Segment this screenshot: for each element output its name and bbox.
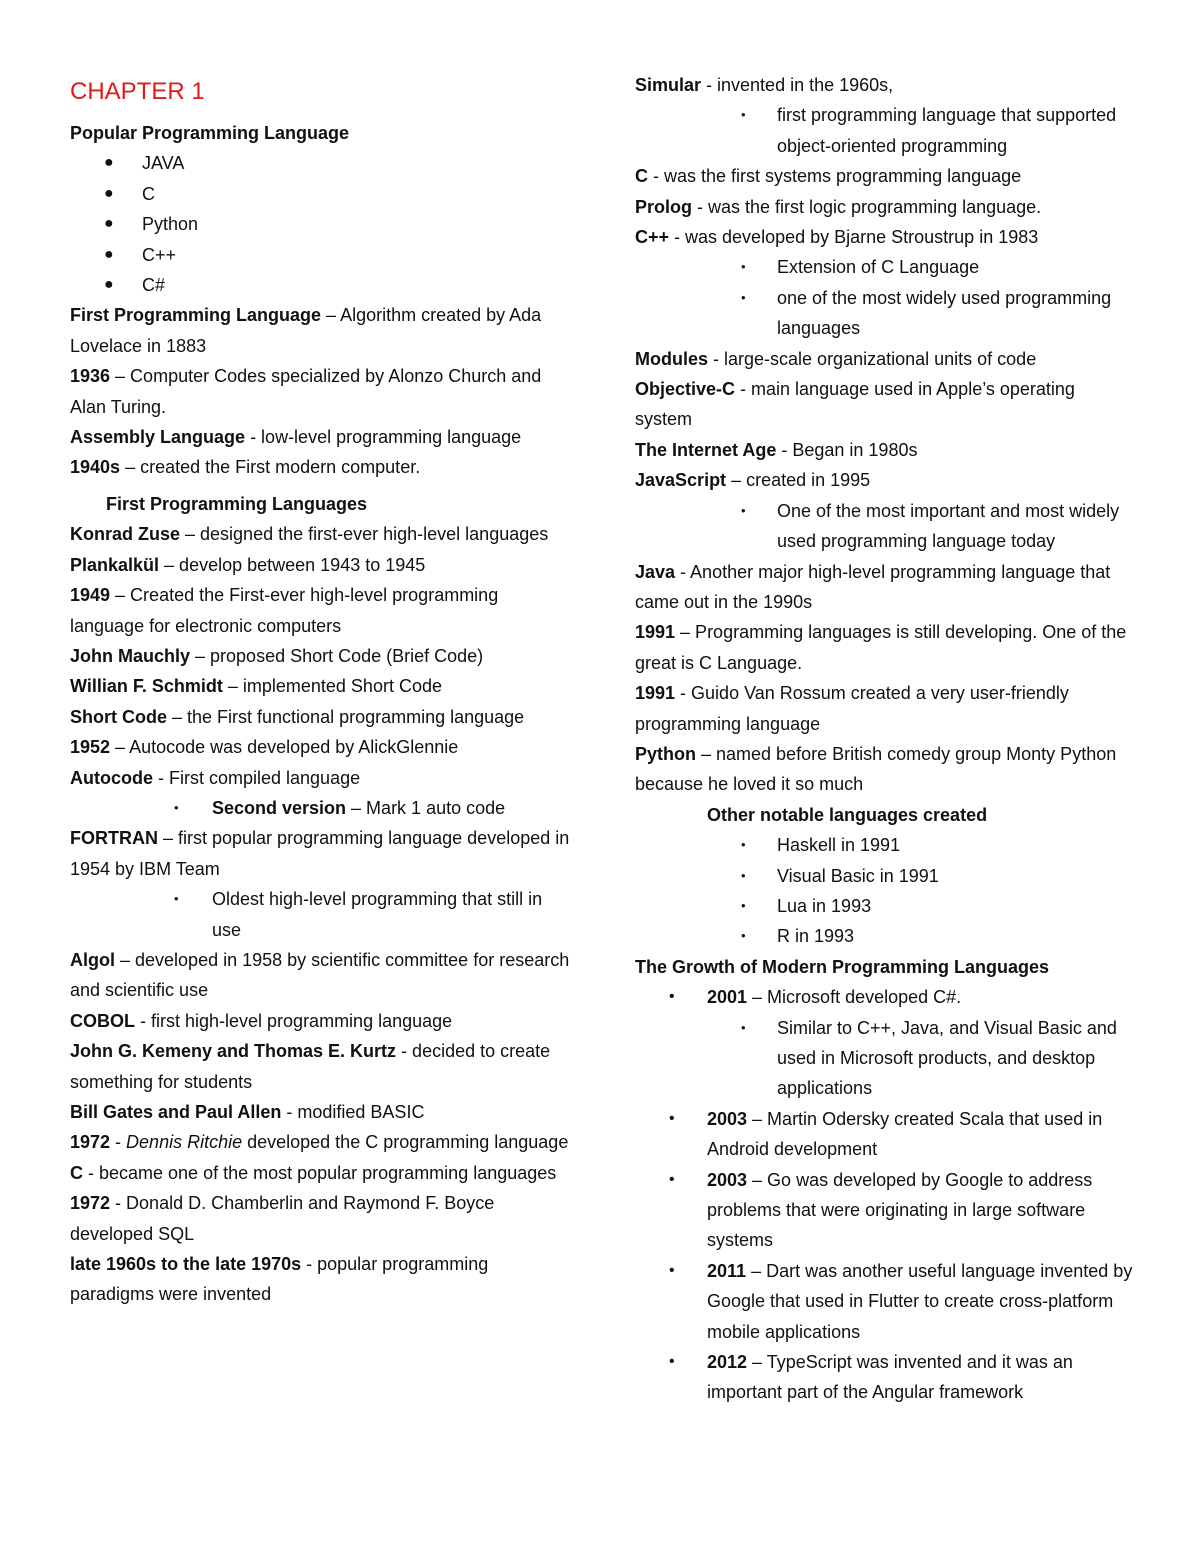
- sub-list-item: • R in 1993: [635, 921, 1135, 951]
- entry: Algol – developed in 1958 by scientific committee for research and scientific use: [70, 949, 570, 1001]
- bullet-icon: •: [669, 988, 675, 1006]
- sub-list-item: • One of the most important and most widely used programming language today: [635, 496, 1135, 557]
- list-item: ● JAVA: [70, 148, 570, 178]
- bullet-icon: •: [669, 1170, 675, 1188]
- entry: Prolog - was the first logic programming language.: [635, 196, 1042, 217]
- bullet-icon: ●: [104, 276, 114, 294]
- bullet-icon: ●: [104, 184, 114, 202]
- bullet-icon: ●: [104, 215, 114, 233]
- entry: John G. Kemeny and Thomas E. Kurtz - decided to create something for students: [70, 1041, 551, 1092]
- bullet-icon: •: [741, 1019, 746, 1035]
- popular-heading: Popular Programming Language: [70, 123, 350, 143]
- bullet-icon: •: [669, 1353, 675, 1371]
- right-column: [635, 70, 1135, 1408]
- bullet-icon: •: [669, 1261, 675, 1279]
- entry: Assembly Language - low-level programming language: [70, 427, 522, 448]
- list-item: • 2003 – Martin Odersky created Scala that used in Android development: [635, 1104, 1135, 1165]
- list-item: ● C++: [70, 240, 570, 270]
- bullet-icon: •: [741, 897, 746, 913]
- entry: Simular - invented in the 1960s,: [635, 75, 894, 95]
- sub-list-item: • Oldest high-level programming that still in use: [70, 884, 570, 945]
- entry: 1972 - Dennis Ritchie developed the C programming language: [70, 1132, 569, 1153]
- entry: Short Code – the First functional programming language: [70, 706, 525, 727]
- sub-list-item: • first programming language that supported object-oriented programming: [635, 100, 1135, 161]
- bullet-icon: •: [741, 289, 746, 305]
- list-item: • 2012 – TypeScript was invented and it was an important part of the Angular framework: [635, 1347, 1135, 1408]
- entry: JavaScript – created in 1995: [635, 470, 871, 491]
- bullet-icon: •: [741, 259, 746, 275]
- sub-list-item: • Second version – Mark 1 auto code: [70, 793, 570, 823]
- bullet-icon: ●: [104, 154, 114, 172]
- sub-list-item: • one of the most widely used programming languages: [635, 283, 1135, 344]
- entry: 1991 – Programming languages is still developing. One of the great is C Language.: [635, 622, 1127, 673]
- list-item: • 2011 – Dart was another useful language invented by Google that used in Flutter to create cross-platform mobile applications: [635, 1256, 1135, 1347]
- entry: Willian F. Schmidt – implemented Short Code: [70, 676, 442, 697]
- entry: 1952 – Autocode was developed by AlickGlennie: [70, 737, 459, 758]
- sub-list-item: • Haskell in 1991: [635, 830, 1135, 860]
- left-column: [70, 70, 570, 1310]
- bullet-icon: •: [741, 502, 746, 518]
- sub-list-item: • Lua in 1993: [635, 891, 1135, 921]
- entry: C - became one of the most popular programming languages: [70, 1162, 557, 1183]
- sub-list-item: • Visual Basic in 1991: [635, 861, 1135, 891]
- entry: Java - Another major high-level programming language that came out in the 1990s: [635, 561, 1111, 612]
- entry: 1936 – Computer Codes specialized by Alonzo Church and Alan Turing.: [70, 366, 542, 417]
- bullet-icon: •: [741, 928, 746, 944]
- entry: Python – named before British comedy group Monty Python because he loved it so much: [635, 743, 1117, 795]
- bullet-icon: •: [669, 1109, 675, 1127]
- first-languages-heading: First Programming Languages: [106, 493, 368, 514]
- entry: 1940s – created the First modern computer.: [70, 457, 421, 478]
- entry: Modules - large-scale organizational units of code: [635, 348, 1037, 369]
- list-item: • 2001 – Microsoft developed C#.: [635, 982, 1135, 1012]
- entry: COBOL - first high-level programming language: [70, 1010, 453, 1031]
- bullet-icon: •: [174, 891, 179, 907]
- growth-heading: The Growth of Modern Programming Languages: [635, 956, 1050, 977]
- list-item: ● Python: [70, 209, 570, 239]
- entry: C - was the first systems programming language: [635, 166, 1022, 187]
- entry: First Programming Language – Algorithm created by Ada Lovelace in 1883: [70, 305, 542, 356]
- bullet-icon: •: [741, 107, 746, 123]
- list-item: ● C#: [70, 270, 570, 300]
- entry: Objective-C - main language used in Apple’s operating system: [635, 379, 1075, 430]
- entry: FORTRAN – first popular programming language developed in 1954 by IBM Team: [70, 828, 570, 879]
- entry: Konrad Zuse – designed the first-ever high-level languages: [70, 524, 549, 545]
- list-item: ● C: [70, 179, 570, 209]
- bullet-icon: •: [741, 867, 746, 883]
- entry: 1972 - Donald D. Chamberlin and Raymond F. Boyce developed SQL: [70, 1193, 495, 1244]
- bullet-icon: ●: [104, 245, 114, 263]
- bullet-icon: •: [174, 799, 179, 815]
- entry: 1991 - Guido Van Rossum created a very user-friendly programming language: [635, 683, 1069, 734]
- entry: Autocode - First compiled language: [70, 767, 361, 788]
- bullet-icon: •: [741, 837, 746, 853]
- entry: 1949 – Created the First-ever high-level programming language for electronic computers: [70, 585, 499, 636]
- sub-list-item: • Extension of C Language: [635, 252, 1135, 282]
- sub-list-item: • Similar to C++, Java, and Visual Basic and used in Microsoft products, and desktop applications: [635, 1013, 1135, 1104]
- entry: C++ - was developed by Bjarne Stroustrup in 1983: [635, 227, 1039, 248]
- other-languages-heading: Other notable languages created: [707, 804, 988, 825]
- list-item: • 2003 – Go was developed by Google to address problems that were originating in large software systems: [635, 1165, 1135, 1256]
- entry: Plankalkül – develop between 1943 to 1945: [70, 554, 426, 575]
- entry: The Internet Age - Began in 1980s: [635, 439, 918, 460]
- entry: Bill Gates and Paul Allen - modified BASIC: [70, 1102, 425, 1122]
- chapter-title: CHAPTER 1: [70, 78, 205, 105]
- entry: late 1960s to the late 1970s - popular programming paradigms were invented: [70, 1254, 489, 1305]
- entry: John Mauchly – proposed Short Code (Brief Code): [70, 645, 484, 666]
